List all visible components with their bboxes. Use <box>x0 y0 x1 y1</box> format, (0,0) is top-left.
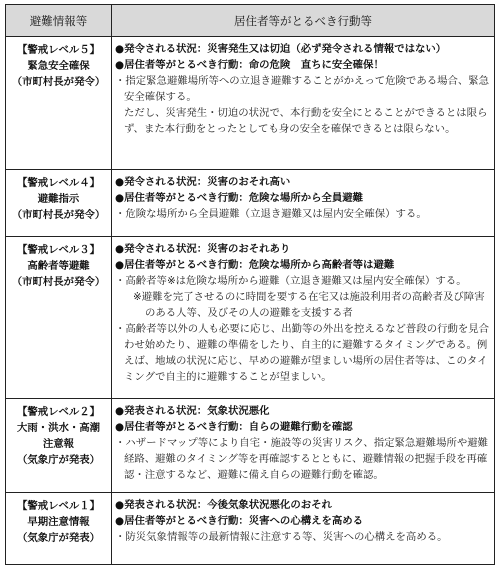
alert-name: 高齢者等避難 <box>27 260 90 272</box>
issuance-situation: ●発表される状況：今後気象状況悪化のおそれ <box>115 499 332 511</box>
alert-level-cell <box>6 237 112 399</box>
resident-action-cell <box>112 237 495 399</box>
resident-action-cell <box>112 37 495 170</box>
alert-name: 早期注意情報 <box>27 516 90 528</box>
issuance-situation: ●発令される状況：災害のおそれあり <box>115 243 291 255</box>
alert-issuer: （市町村長が発令） <box>11 76 106 88</box>
issuance-situation: ●発表される状況：気象状況悪化 <box>115 405 270 417</box>
alert-issuer: （市町村長が発令） <box>11 209 106 221</box>
action-detail: ・ハザードマップ等により自宅・施設等の災害リスク、指定緊急避難場所や避難経路、避難のタイミング等を再確認するとともに、避難情報の把握手段を再確認・注意するなど、避難に備え自らの避難行動を確認。 <box>115 437 489 481</box>
action-detail: ・指定緊急避難場所等への立退き避難することがかえって危険である場合、緊急安全確保する。 <box>115 75 490 103</box>
header-evacuation-info: 避難情報等 <box>6 5 112 37</box>
action-detail: ・高齢者等※は危険な場所から避難（立退き避難又は屋内安全確保）する。 <box>115 275 467 287</box>
alert-level-cell <box>6 170 112 237</box>
alert-level-label: 【警戒レベル５】 <box>16 44 101 56</box>
action-detail: ただし、災害発生・切迫の状況で、本行動を安全にとることができるとは限らず、また本行動をとったとしても身の安全を確保できるとは限らない。 <box>124 107 488 135</box>
required-action: ●居住者等がとるべき行動：自らの避難行動を確認 <box>115 421 353 433</box>
table-row <box>6 399 495 493</box>
table-body <box>6 37 495 565</box>
alert-level-label: 【警戒レベル１】 <box>16 500 101 512</box>
required-action: ●居住者等がとるべき行動：災害への心構えを高める <box>115 515 364 527</box>
alert-level-label: 【警戒レベル４】 <box>16 177 101 189</box>
required-action: ●居住者等がとるべき行動：危険な場所から全員避難 <box>115 192 364 204</box>
resident-action-cell <box>112 493 495 565</box>
alert-level-cell <box>6 399 112 493</box>
action-detail: ・高齢者等以外の人も必要に応じ、出勤等の外出を控えるなど普段の行動を見合わせ始めたり、避難の準備をしたり、自主的に避難するタイミングである。例えば、地域の状況に応じ、早めの避難が望ましい場所の居住者等は、このタイミングで自主的に避難することが望ましい。 <box>115 323 490 383</box>
table-header-row <box>6 5 495 37</box>
footnote: ※避難を完了させるのに時間を要する在宅又は施設利用者の高齢者及び障害のある人等、及びその人の避難を支援する者 <box>133 291 485 319</box>
alert-issuer: （市町村長が発令） <box>11 276 106 288</box>
required-action: ●居住者等がとるべき行動：危険な場所から高齢者等は避難 <box>115 259 395 271</box>
required-action: ●居住者等がとるべき行動：命の危険 直ちに安全確保！ <box>115 59 384 71</box>
alert-name: 避難指示 <box>37 193 80 205</box>
alert-name: 注意報 <box>42 438 75 450</box>
header-resident-actions: 居住者等がとるべき行動等 <box>112 5 495 37</box>
action-detail: ・危険な場所から全員避難（立退き避難又は屋内安全確保）する。 <box>115 208 427 220</box>
alert-issuer: （気象庁が発表） <box>16 454 101 466</box>
table-row <box>6 237 495 399</box>
alert-name: 緊急安全確保 <box>27 60 90 72</box>
issuance-situation: ●発令される状況：災害のおそれ高い <box>115 176 291 188</box>
resident-action-cell <box>112 399 495 493</box>
issuance-situation: ●発令される状況：災害発生又は切迫（必ず発令される情報ではない） <box>115 43 447 55</box>
table-row <box>6 170 495 237</box>
evacuation-info-table <box>5 4 495 565</box>
alert-level-label: 【警戒レベル３】 <box>16 244 101 256</box>
resident-action-cell <box>112 170 495 237</box>
table-row <box>6 37 495 170</box>
alert-issuer: （気象庁が発表） <box>16 532 101 544</box>
alert-name: 大雨・洪水・高潮 <box>16 422 101 434</box>
table-row <box>6 493 495 565</box>
alert-level-label: 【警戒レベル２】 <box>16 406 101 418</box>
action-detail: ・防災気象情報等の最新情報に注意する等、災害への心構えを高める。 <box>115 531 448 543</box>
alert-level-cell <box>6 493 112 565</box>
alert-level-cell <box>6 37 112 170</box>
